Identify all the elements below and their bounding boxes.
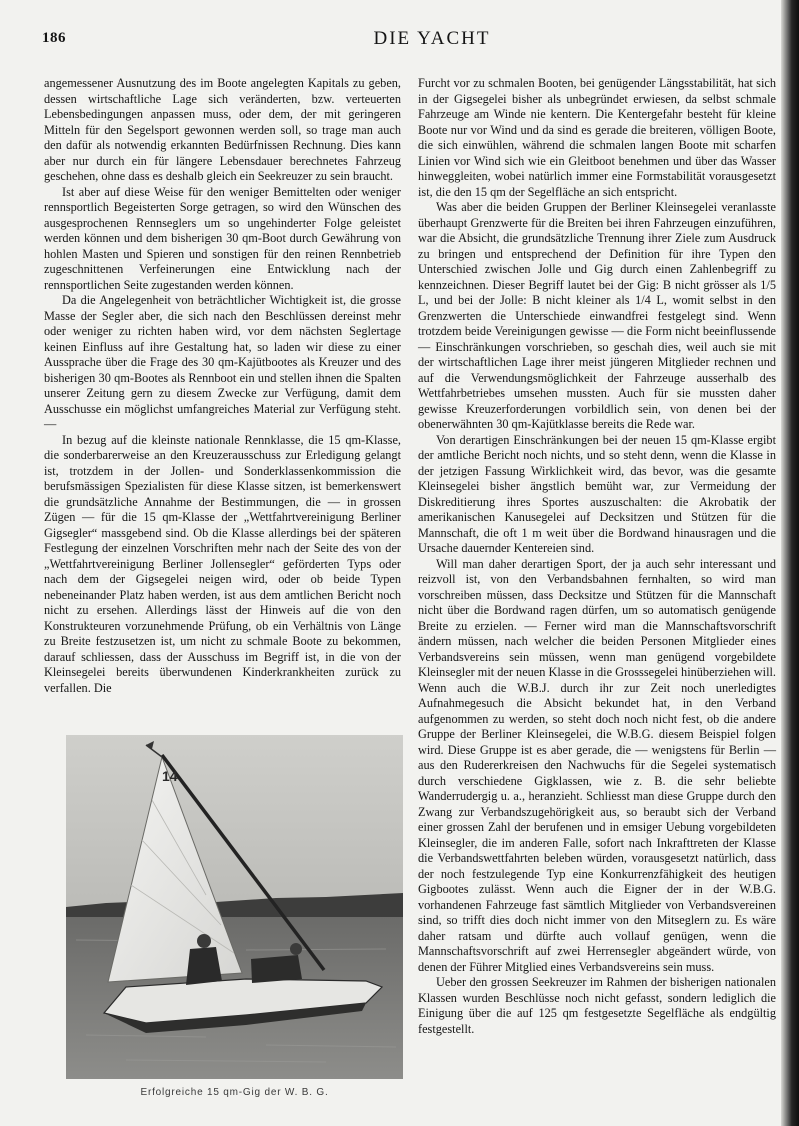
paragraph: Was aber die beiden Gruppen der Berliner Kleinsegelei veranlasste überhaupt Grenzwerte für die Breiten bei ihren Fahrzeugen einzuführen, war die Absicht, die grundsätzliche Trennung ihrer Ziele zum Ausdruck zu bringen und entsprechend der Definition für ihre Typen den Unterschied zwischen Jolle und Gig durch einen Zahlenbegriff zu kennzeichnen. Dieser Begriff lautet bei der Gig: B nicht grösser als 1/5 L, und bei der Jolle: B nicht kleiner als 1/4 L, womit selbst in den Grenzwerten die Unterschiede einwandfrei festgelegt sind. Wenn trotzdem beide Vereinigungen gewisse — die Form nicht beeinflussende — Einschränkungen vorschrieben, so geschah dies, weil auch sie mit der wirtschaftlichen Lage ihrer meist jüngeren Mitglieder rechnen und auf die Verwendungsmöglichkeit der Fahrzeuge ausserhalb des Wettfahrbetriebes umsehen mussten. Auch für sie mussten daher gewisse Kreuzerforderungen vorbildlich sein, von denen bei der obenerwähnten 30 qm-Kajütklasse bereits die Rede war. [418,200,776,431]
sailboat-photo [66,735,403,1079]
paragraph: Ueber den grossen Seekreuzer im Rahmen der bisherigen nationalen Klassen wurden Beschlüsse noch nicht gefasst, sondern lediglich die Einigung über die auf 125 qm festgesetzte Segelfläche als endgültig festgestellt. [418,975,776,1036]
paragraph: Furcht vor zu schmalen Booten, bei genügender Längsstabilität, hat sich in der Gigsegelei bisher als unbegründet erwiesen, da selbst schmale Fahrzeuge am Winde nie kentern. Die Kentergefahr besteht für kleine Boote nur vor Wind und da sind es gerade die breiteren, völligen Boote, die sich einwühlen, während die schmalen langen Boote mit scharfen Linien vor Wind sich wie ein Gleitboot benehmen und über das Wasser hinweggleiten, wobei natürlich immer eine Formstabilität vorausgesetzt ist, die den 15 qm der Segelfläche an sich entspricht. [418,76,776,199]
page-edge-shadow [781,0,799,1126]
paragraph: angemessener Ausnutzung des im Boote angelegten Kapitals zu geben, dessen wirtschaftliche Lage sich veränderten, bzw. verteuerten Lebensbedingungen anpassen muss, oder dem, der mit geringeren Mitteln für den Segelsport gewonnen werden soll, so trage man auch den dafür als notwendig erkannten Bedürfnissen Rechnung. Dies kann aber nur durch ein für längere Lebensdauer berechnetes Fahrzeug geschehen, ohne dass es deshalb gleich ein Seekreuzer zu sein braucht. [44,76,401,183]
page-number: 186 [42,30,66,46]
paragraph: Da die Angelegenheit von beträchtlicher Wichtigkeit ist, die grosse Masse der Segler aber, die sich nach den Beschlüssen dereinst mehr oder weniger zu richten haben wird, vor dem nächsten Seglertage keinen Einfluss auf ihre Gestaltung hat, so laden wir diese zu einer Aussprache über die Frage des 30 qm-Kajütbootes als Kreuzer und des bisherigen 30 qm-Bootes als Rennboot ein und stellen ihnen die Spalten unserer Zeitung gern zu diesem Zwecke zur Verfügung, damit dem Ausschusse ein möglichst umfangreiches Material zur Verfügung steht. — [44,293,401,431]
text-column-left [44,76,401,696]
text-column-right [418,76,776,1037]
paragraph: Ist aber auf diese Weise für den weniger Bemittelten oder weniger rennsportlich Begeisterten Sorge getragen, so wird den Wünschen des ausgesprochenen Rennseglers um so ungehinderter Folge geleistet werden können und dem bisherigen 30 qm-Boot durch Gewährung von hohlen Masten und Spieren und sonstigen für den reinen Rennbetrieb zugeschnittenen Verfeinerungen eine Entwicklung nach der rennsportlichen Seite zugestanden werden können. [44,184,401,292]
sailboat-photo-figure [66,735,403,1098]
paragraph: Will man daher derartigen Sport, der ja auch sehr interessant und reizvoll ist, von den Verbandsbahnen fernhalten, so wird man vorschreiben müssen, dass Decksitze und Stützen für die Mannschaft nicht über die Bordwand ragen dürfen, um so automatisch genügende Breite zu erzielen. — Ferner wird man die Mannschaftsvorschrift ändern müssen, nach welcher die beiden Personen Mitglieder eines Verbandsvereins sein müssen, wenn man genügend vorgebildete Kleinsegler mit der neuen Klasse in die Grosssegelei hinüberziehen will. Wenn auch die W.B.J. durch ihr zur Zeit noch unerledigtes Aufnahmegesuch die Absicht bekundet hat, in den Verband aufgenommen zu werden, so steht doch noch nicht fest, ob die andere Gruppe der Berliner Kleinsegelei, die W.B.G. diesem Beispiel folgen wird. Diese Gruppe ist es aber gerade, die — wenigstens für Berlin — aus den Rudererkreisen den Nachwuchs für die Segelei systematisch durch verschiedene Gigklassen, wie z. B. die sehr beliebte Wanderrudergig u. a., heranzieht. Schliesst man diese Gruppe durch den Zwang zur Verbandszugehörigkeit aus, so beraubt sich der Verband einer grossen Zahl der berufenen und in emsiger Uebung vorgebildeten Kleinsegler, die im anderen Falle, sofort nach Inkrafttreten der Klasse die Verbandswettfahrten beleben würden, vorausgesetzt natürlich, dass der noch festzulegende Typ eine Konkurrenzfähigkeit des heutigen Gigbootes zulässt. Wenn auch die Eigner der in der W.B.G. vorhandenen Fahrzeuge fast sämtlich Mitglieder von Verbandsvereinen sind, so trifft dies doch nicht immer von den Mitseglern zu. Es wäre daher ratsam und dürfte auch vollauf genügen, wenn die Mannschaftsvorschrift auf zwei Herrensegler abgeändert würde, von denen der Führer Mitglied eines Verbandsvereins sein muss. [418,556,776,974]
photo-caption: Erfolgreiche 15 qm-Gig der W. B. G. [140,1087,329,1098]
paragraph: Von derartigen Einschränkungen bei der neuen 15 qm-Klasse ergibt der amtliche Bericht noch nichts, und so steht denn, wenn die Klasse in der jetzigen Fassung Wirklichkeit wird, das bevor, was die gesamte Kleinsegelei bisher ängstlich bemüht war, zur Vermeidung der Diskreditierung ihres Sportes auszuschalten: die Akrobatik der amerikanischen Kanusegelei auf Decksitzen und Stützen für die Mannschaft, die oft 1 m weit über die Bordwand hinausragen und die Ursache dauernder Kentereien sind. [418,432,776,555]
page-header [42,30,782,60]
journal-title: DIE YACHT [373,28,491,49]
sail-number: 14 [162,768,178,784]
paragraph: In bezug auf die kleinste nationale Rennklasse, die 15 qm-Klasse, die sonderbarerweise an den Kreuzerausschuss zur Erledigung gelangt ist, trotzdem in der Jollen- und Sonderklassenkommission die berufsmässigen Spezialisten für diese Klasse sitzen, ist bemerkenswert die grundsätzliche Annahme der Bestimmungen, die — in grossen Zügen — für die 15 qm-Klasse der „Wettfahrtvereinigung Berliner Gigsegler“ massgebend sind. Ob die Klasse allerdings bei der späteren Festlegung der einzelnen Vorschriften mehr nach der Seite des von der „Wettfahrtvereinigung Berliner Jollensegler“ geförderten Typs oder nach dem der Gigsegelei neigen wird, oder ob beide Typen nebeneinander Platz haben werden, ist aus dem amtlichen Bericht noch nicht zu ersehen. Allerdings lässt der Hinweis auf die von den Konstrukteuren vorzunehmende Prüfung, ob ein Verhältnis von Länge zu Breite festzusetzen ist, um nicht zu schmale Boote zu bekommen, darauf schliessen, dass der Ausschuss im Begriff ist, in die von der Kleinsegelei bereits überwundenen Kinderkrankheiten zurück zu verfallen. Die [44,432,401,695]
